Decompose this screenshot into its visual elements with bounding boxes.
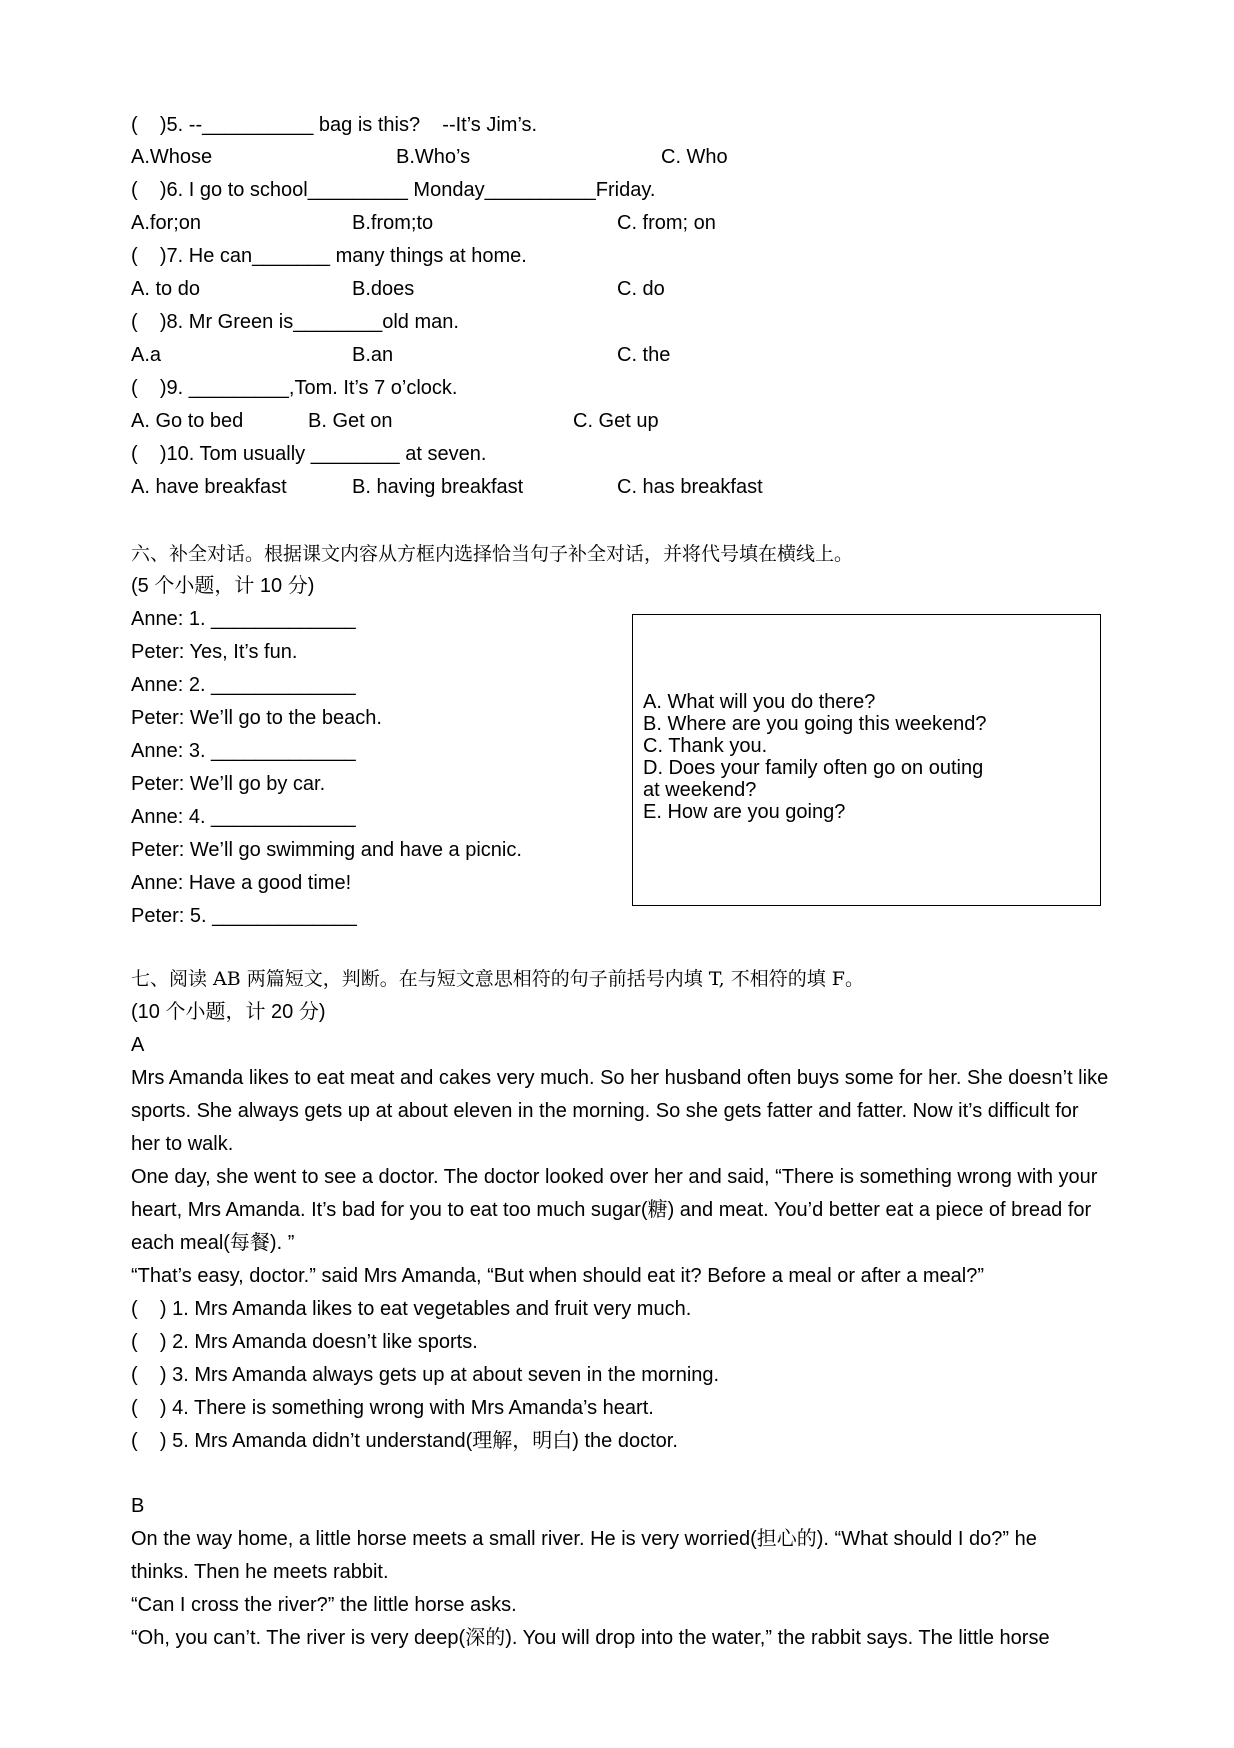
- question-6-option-b: B.from;to: [352, 212, 434, 234]
- question-9-option-b: B. Get on: [308, 410, 393, 432]
- section-7-score: (10 个小题，计 20 分): [131, 1001, 326, 1023]
- question-10-stem: ( )10. Tom usually ________ at seven.: [131, 443, 487, 465]
- option-b: B. Where are you going this weekend?: [643, 713, 987, 735]
- question-6-option-a: A.for;on: [131, 212, 202, 234]
- question-8-stem: ( )8. Mr Green is________old man.: [131, 311, 459, 333]
- judgment-question: ( ) 2. Mrs Amanda doesn’t like sports.: [131, 1331, 478, 1353]
- question-5-option-b: B.Who’s: [396, 146, 471, 168]
- question-7-option-c: C. do: [617, 278, 665, 300]
- option-d: D. Does your family often go on outing: [643, 757, 984, 779]
- passage-a-line: heart, Mrs Amanda. It’s bad for you to eat too much sugar(糖) and meat. You’d better eat a piece of bread for: [131, 1199, 1092, 1221]
- dialogue-line: Anne: Have a good time!: [131, 872, 352, 894]
- question-7-option-b: B.does: [352, 278, 415, 300]
- passage-a-line: each meal(每餐). ”: [131, 1232, 295, 1254]
- passage-b-line: On the way home, a little horse meets a small river. He is very worried(担心的). “What should I do?” he: [131, 1528, 1037, 1550]
- question-5-option-a: A.Whose: [131, 146, 213, 168]
- question-9-option-a: A. Go to bed: [131, 410, 244, 432]
- passage-b-label: B: [131, 1495, 145, 1517]
- question-9-stem: ( )9. _________,Tom. It’s 7 o’clock.: [131, 377, 458, 399]
- option-e: E. How are you going?: [643, 801, 846, 823]
- option-a: A. What will you do there?: [643, 691, 876, 713]
- question-10-option-c: C. has breakfast: [617, 476, 763, 498]
- dialogue-line: Anne: 2. _____________: [131, 674, 356, 696]
- option-c: C. Thank you.: [643, 735, 768, 757]
- question-6-option-c: C. from; on: [617, 212, 716, 234]
- options-box: [632, 614, 1101, 906]
- question-10-option-b: B. having breakfast: [352, 476, 524, 498]
- judgment-question: ( ) 1. Mrs Amanda likes to eat vegetables and fruit very much.: [131, 1298, 692, 1320]
- dialogue-line: Peter: We’ll go to the beach.: [131, 707, 382, 729]
- dialogue-line: Anne: 1. _____________: [131, 608, 356, 630]
- question-10-option-a: A. have breakfast: [131, 476, 287, 498]
- dialogue-line: Peter: We’ll go swimming and have a picnic.: [131, 839, 522, 861]
- passage-a-line: sports. She always gets up at about eleven in the morning. So she gets fatter and fatter. Now it’s difficult for: [131, 1100, 1079, 1122]
- question-8-option-b: B.an: [352, 344, 394, 366]
- judgment-question: ( ) 4. There is something wrong with Mrs Amanda’s heart.: [131, 1397, 654, 1419]
- section-6-title: 六、补全对话。根据课文内容从方框内选择恰当句子补全对话，并将代号填在横线上。: [131, 543, 854, 565]
- question-7-option-a: A. to do: [131, 278, 200, 300]
- dialogue-line: Anne: 3. _____________: [131, 740, 356, 762]
- dialogue-line: Anne: 4. _____________: [131, 806, 356, 828]
- passage-b-line: “Can I cross the river?” the little horse asks.: [131, 1594, 517, 1616]
- question-8-option-a: A.a: [131, 344, 162, 366]
- question-7-stem: ( )7. He can_______ many things at home.: [131, 245, 527, 267]
- passage-a-line: “That’s easy, doctor.” said Mrs Amanda, “But when should eat it? Before a meal or after a meal?”: [131, 1265, 985, 1287]
- question-8-option-c: C. the: [617, 344, 671, 366]
- question-5-option-c: C. Who: [661, 146, 728, 168]
- passage-b-line: “Oh, you can’t. The river is very deep(深的). You will drop into the water,” the rabbit says. The little horse: [131, 1627, 1050, 1649]
- passage-a-line: her to walk.: [131, 1133, 234, 1155]
- judgment-question: ( ) 5. Mrs Amanda didn’t understand(理解，明白) the doctor.: [131, 1430, 678, 1452]
- passage-a-line: Mrs Amanda likes to eat meat and cakes very much. So her husband often buys some for her. She doesn’t like: [131, 1067, 1109, 1089]
- question-9-option-c: C. Get up: [573, 410, 659, 432]
- judgment-question: ( ) 3. Mrs Amanda always gets up at about seven in the morning.: [131, 1364, 720, 1386]
- dialogue-line: Peter: Yes, It’s fun.: [131, 641, 298, 663]
- dialogue-line: Peter: We’ll go by car.: [131, 773, 326, 795]
- section-6-score: (5 个小题，计 10 分): [131, 575, 315, 597]
- question-6-stem: ( )6. I go to school_________ Monday__________Friday.: [131, 179, 656, 201]
- option-d-continued: at weekend?: [643, 779, 757, 801]
- passage-a-label: A: [131, 1034, 145, 1056]
- question-5-stem: ( )5. --__________ bag is this? --It’s Jim’s.: [131, 114, 538, 136]
- dialogue-line: Peter: 5. _____________: [131, 905, 357, 927]
- section-7-title: 七、阅读 AB 两篇短文，判断。在与短文意思相符的句子前括号内填 T, 不相符的填 F。: [131, 968, 864, 990]
- passage-a-line: One day, she went to see a doctor. The doctor looked over her and said, “There is something wrong with your: [131, 1166, 1098, 1188]
- passage-b-line: thinks. Then he meets rabbit.: [131, 1561, 389, 1583]
